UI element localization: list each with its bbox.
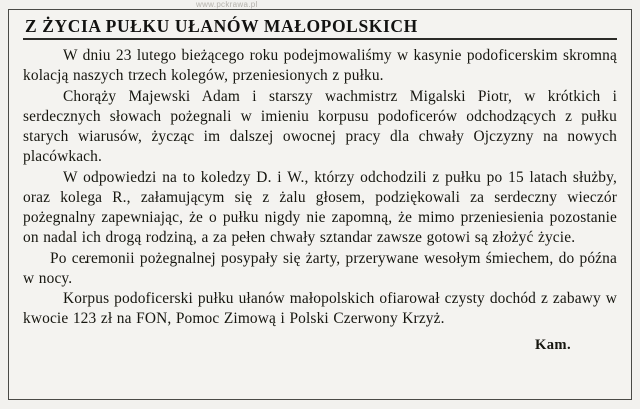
- article-paragraph: Korpus podoficerski pułku ułanów małopolskich ofiarował czysty dochód z zabawy w kwocie 123 zł na FON, Pomoc Zimową i Polski Czerwony Krzyż.: [23, 290, 617, 328]
- article-paragraph: Chorąży Majewski Adam i starszy wachmistrz Migalski Piotr, w krótkich i serdecznych słowach pożegnali w imieniu korpusu podoficerów odchodzących z pułku starych wiarusów, życząc im dalszej owocnej pracy dla chwały Ojczyzny na nowych placówkach.: [23, 87, 617, 166]
- article-clipping: [8, 9, 632, 400]
- article-paragraph: W odpowiedzi na to koledzy D. i W., którzy odchodzili z pułku po 15 latach służby, oraz kolega R., załamującym się z żalu głosem, podziękowali za serdeczny wieczór pożegnalny zapewniając, że o pułku nigdy nie zapomną, że mimo przeniesienia pozostanie on nadal ich drogą rodziną, a za pełen chwały sztandar zawsze gotowi są złożyć życie.: [23, 168, 617, 247]
- article-headline: Z ŻYCIA PUŁKU UŁANÓW MAŁOPOLSKICH: [25, 16, 418, 36]
- scan-watermark: www.pckrawa.pl: [196, 0, 258, 9]
- article-paragraph: . Po ceremonii pożegnalnej posypały się żarty, przerywane wesołym śmiechem, do późna w nocy.: [23, 249, 617, 290]
- article-signature: Kam.: [534, 336, 571, 353]
- headline-rule: [23, 38, 617, 40]
- article-paragraph: W dniu 23 lutego bieżącego roku podejmowaliśmy w kasynie podoficerskim skromną kolacją naszych trzech kolegów, przeniesionych z pułku.: [23, 47, 617, 85]
- article-body: [23, 46, 617, 330]
